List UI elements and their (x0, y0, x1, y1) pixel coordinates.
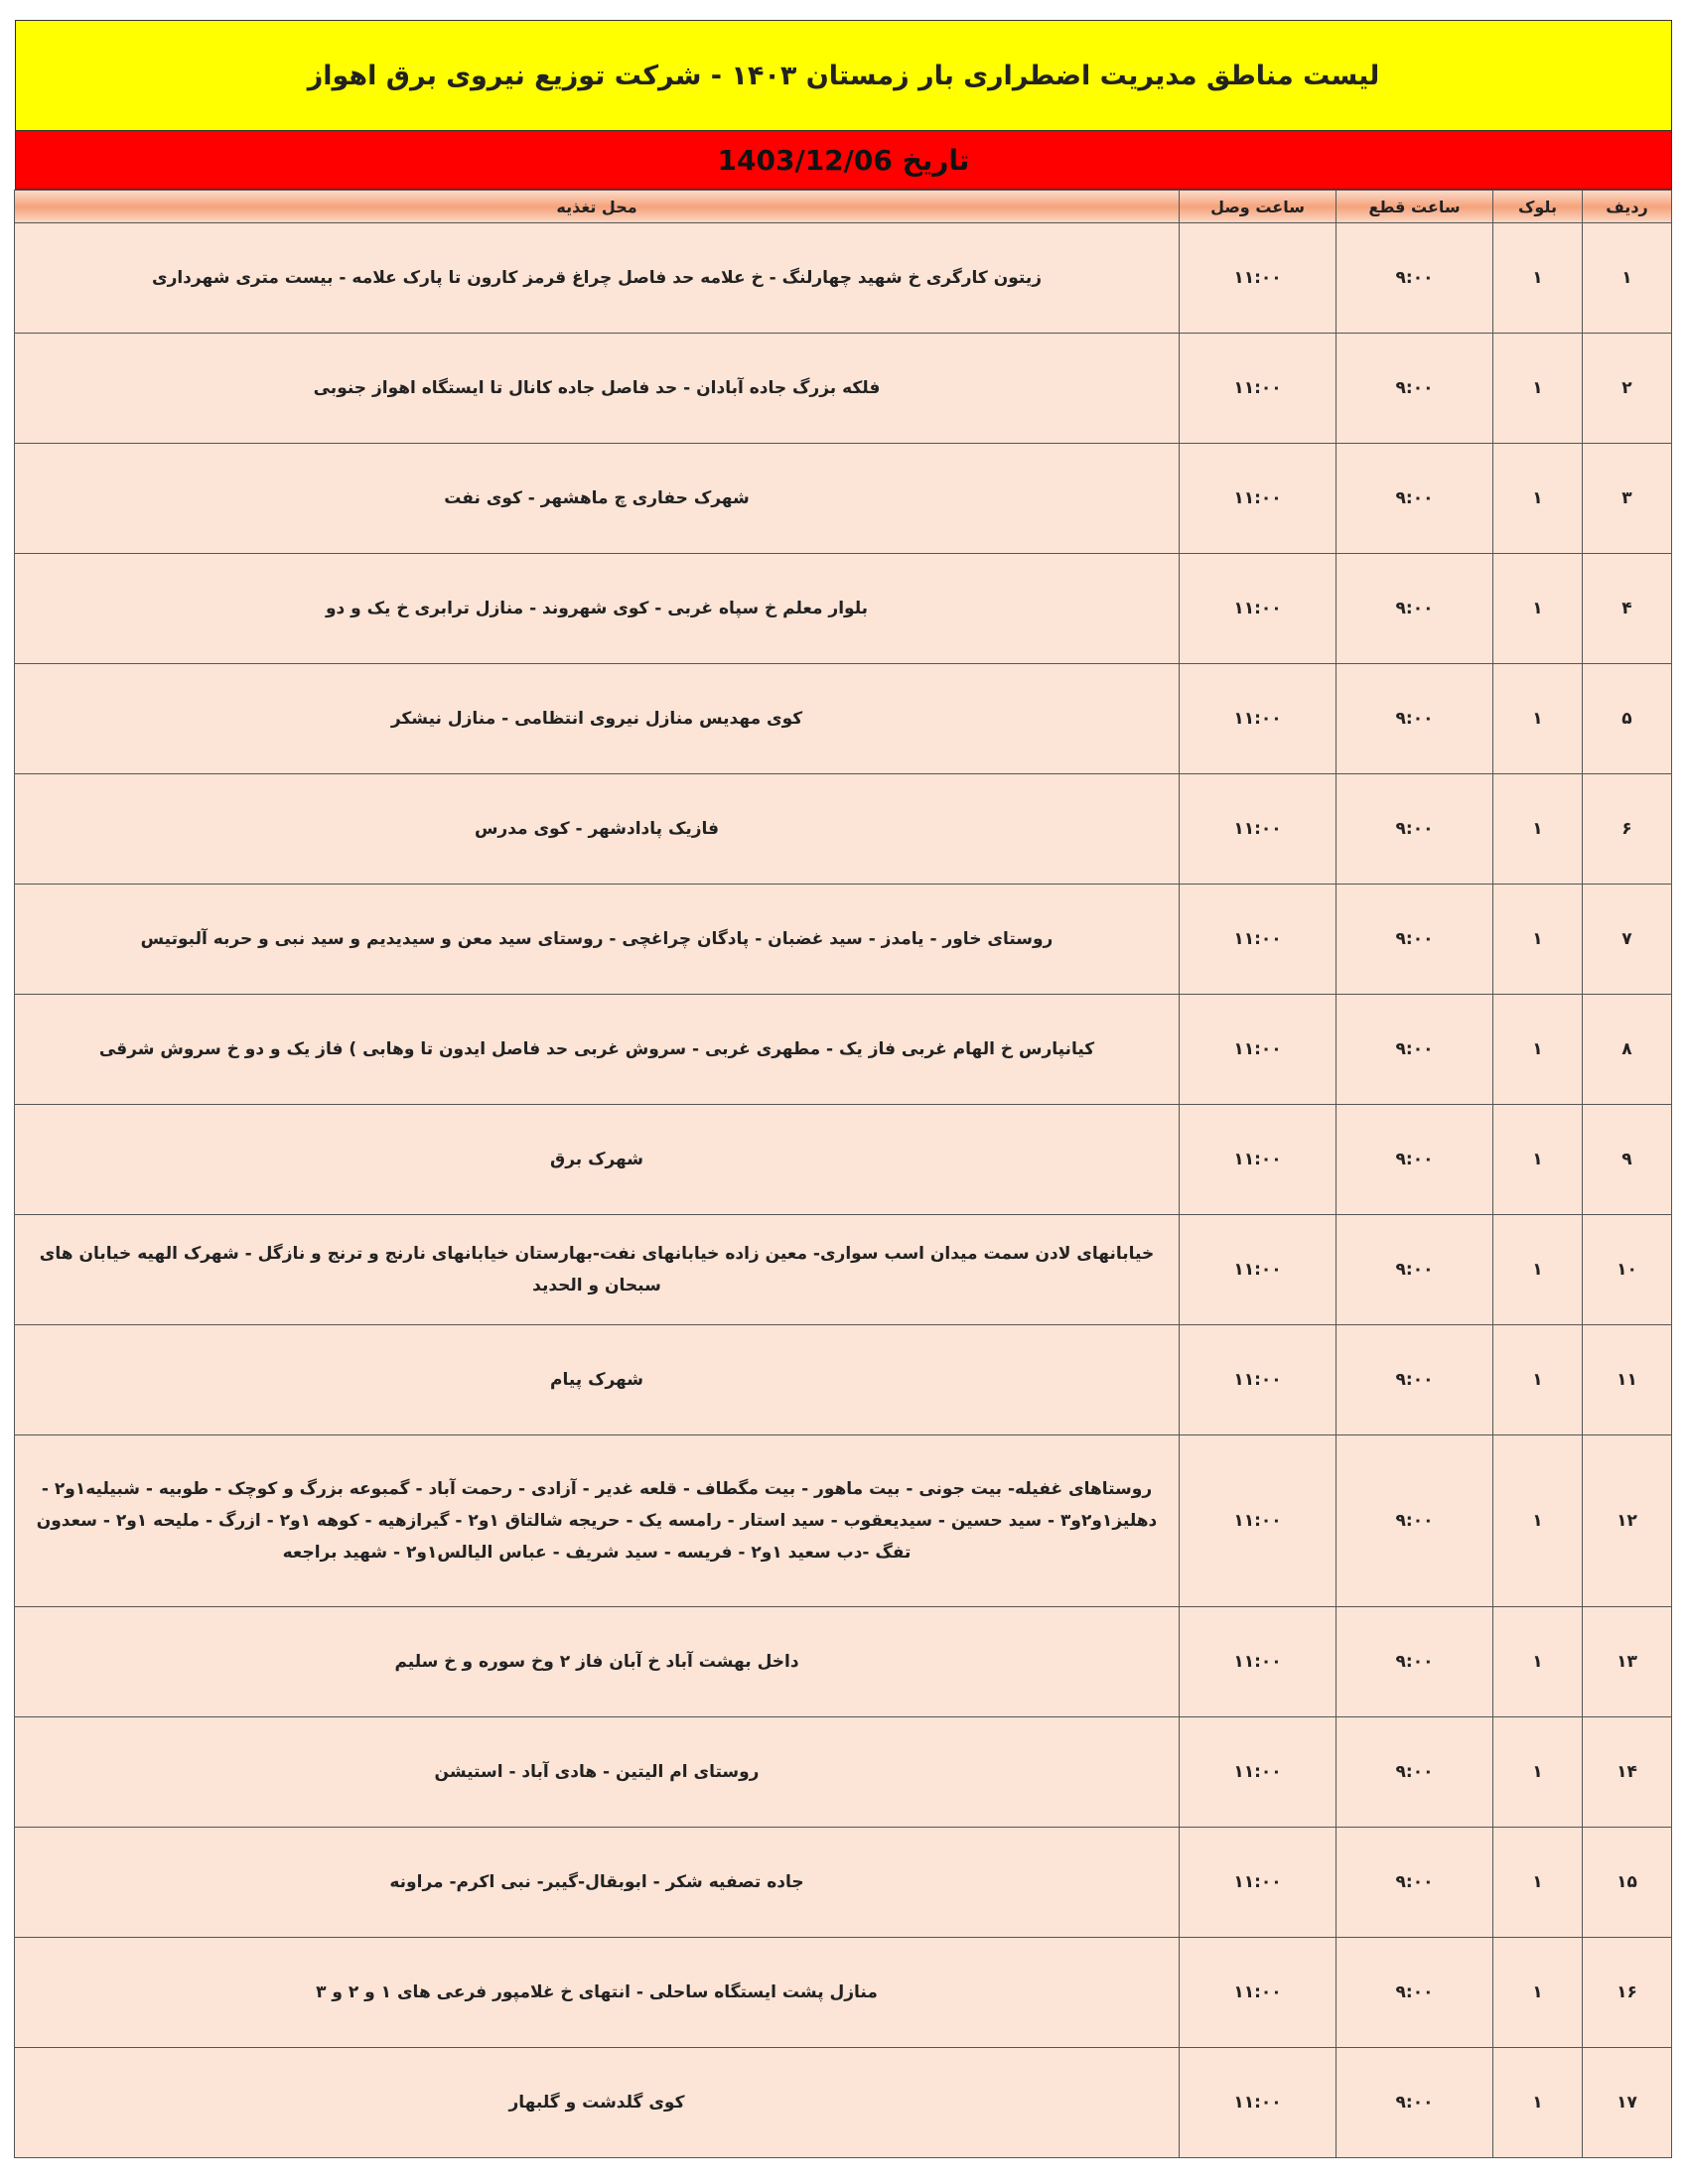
table-row (15, 444, 1672, 554)
row-number-cell: ۹ (1583, 1105, 1672, 1215)
cut-time-cell: ۹:۰۰ (1336, 1717, 1493, 1828)
connect-time-cell: ۱۱:۰۰ (1180, 885, 1336, 995)
table-row (15, 334, 1672, 444)
row-number-cell: ۱۶ (1583, 1938, 1672, 2048)
location-cell: کوی گلدشت و گلبهار (15, 2048, 1180, 2158)
header-location: محل تغذیه (15, 191, 1180, 223)
block-cell: ۱ (1493, 444, 1583, 554)
cut-time-cell: ۹:۰۰ (1336, 554, 1493, 664)
table-row (15, 1607, 1672, 1717)
connect-time-cell: ۱۱:۰۰ (1180, 1828, 1336, 1938)
location-cell: فلکه بزرگ جاده آبادان - حد فاصل جاده کانال تا ایستگاه اهواز جنوبی (15, 334, 1180, 444)
header-row-number: ردیف (1583, 191, 1672, 223)
connect-time-cell: ۱۱:۰۰ (1180, 1607, 1336, 1717)
connect-time-cell: ۱۱:۰۰ (1180, 1325, 1336, 1435)
cut-time-cell: ۹:۰۰ (1336, 664, 1493, 774)
row-number-cell: ۵ (1583, 664, 1672, 774)
table-row (15, 2048, 1672, 2158)
location-cell: بلوار معلم خ سپاه غربی - کوی شهروند - منازل ترابری خ یک و دو (15, 554, 1180, 664)
connect-time-cell: ۱۱:۰۰ (1180, 223, 1336, 334)
location-cell: کیانپارس خ الهام غربی فاز یک - مطهری غربی - سروش غربی حد فاصل ایدون تا وهابی ) فاز یک و دو خ سروش شرقی (15, 995, 1180, 1105)
row-number-cell: ۱۰ (1583, 1215, 1672, 1325)
location-cell: کوی مهدیس منازل نیروی انتظامی - منازل نیشکر (15, 664, 1180, 774)
row-number-cell: ۱۱ (1583, 1325, 1672, 1435)
table-row (15, 1325, 1672, 1435)
location-cell: داخل بهشت آباد خ آبان فاز ۲ وخ سوره و خ سلیم (15, 1607, 1180, 1717)
table-row (15, 1215, 1672, 1325)
block-cell: ۱ (1493, 334, 1583, 444)
cut-time-cell: ۹:۰۰ (1336, 1435, 1493, 1607)
connect-time-cell: ۱۱:۰۰ (1180, 1717, 1336, 1828)
cut-time-cell: ۹:۰۰ (1336, 444, 1493, 554)
cut-time-cell: ۹:۰۰ (1336, 995, 1493, 1105)
block-cell: ۱ (1493, 1325, 1583, 1435)
connect-time-cell: ۱۱:۰۰ (1180, 334, 1336, 444)
cut-time-cell: ۹:۰۰ (1336, 885, 1493, 995)
block-cell: ۱ (1493, 1435, 1583, 1607)
block-cell: ۱ (1493, 2048, 1583, 2158)
row-number-cell: ۴ (1583, 554, 1672, 664)
header-cut-time: ساعت قطع (1336, 191, 1493, 223)
row-number-cell: ۱۳ (1583, 1607, 1672, 1717)
location-cell: جاده تصفیه شکر - ابوبقال-گیبر- نبی اکرم- مراونه (15, 1828, 1180, 1938)
row-number-cell: ۱۷ (1583, 2048, 1672, 2158)
block-cell: ۱ (1493, 1938, 1583, 2048)
block-cell: ۱ (1493, 885, 1583, 995)
connect-time-cell: ۱۱:۰۰ (1180, 444, 1336, 554)
row-number-cell: ۷ (1583, 885, 1672, 995)
table-row (15, 774, 1672, 885)
table-body (15, 223, 1672, 2158)
connect-time-cell: ۱۱:۰۰ (1180, 2048, 1336, 2158)
date-banner: تاریخ 1403/12/06 (15, 131, 1672, 190)
table-header-row (15, 191, 1672, 223)
location-cell: شهرک برق (15, 1105, 1180, 1215)
cut-time-cell: ۹:۰۰ (1336, 1607, 1493, 1717)
table-row (15, 223, 1672, 334)
table-row (15, 995, 1672, 1105)
table-row (15, 885, 1672, 995)
location-cell: زیتون کارگری خ شهید چهارلنگ - خ علامه حد فاصل چراغ قرمز کارون تا پارک علامه - بیست متری شهرداری (15, 223, 1180, 334)
location-cell: شهرک حفاری چ ماهشهر - کوی نفت (15, 444, 1180, 554)
row-number-cell: ۲ (1583, 334, 1672, 444)
connect-time-cell: ۱۱:۰۰ (1180, 774, 1336, 885)
location-cell: روستاهای غفیله- بیت جونی - بیت ماهور - بیت مگطاف - قلعه غدیر - آزادی - رحمت آباد - گمبوعه بزرگ و کوچک - طوبیه - شبیلیه۱و۲ - دهلیز۱و۲و۳ - سید حسین - سیدیعقوب - سید استار - رامسه یک - حریجه شالتاق ۱و۲ - گیرازهیه - کوهه ۱و۲ - ازرگ - ملیحه ۱و۲ - سعدون تفگ -دب سعید ۱و۲ - فریسه - سید شریف - عباس الیالس۱و۲ - شهید براجعه (15, 1435, 1180, 1607)
connect-time-cell: ۱۱:۰۰ (1180, 1215, 1336, 1325)
row-number-cell: ۱۴ (1583, 1717, 1672, 1828)
row-number-cell: ۶ (1583, 774, 1672, 885)
block-cell: ۱ (1493, 995, 1583, 1105)
block-cell: ۱ (1493, 774, 1583, 885)
row-number-cell: ۱۲ (1583, 1435, 1672, 1607)
connect-time-cell: ۱۱:۰۰ (1180, 1105, 1336, 1215)
block-cell: ۱ (1493, 1828, 1583, 1938)
location-cell: روستای خاور - یامدز - سید غضبان - پادگان چراغچی - روستای سید معن و سیدیدیم و سید نبی و حربه آلبوتیس (15, 885, 1180, 995)
table-row (15, 1435, 1672, 1607)
cut-time-cell: ۹:۰۰ (1336, 334, 1493, 444)
connect-time-cell: ۱۱:۰۰ (1180, 554, 1336, 664)
cut-time-cell: ۹:۰۰ (1336, 1828, 1493, 1938)
location-cell: خیابانهای لادن سمت میدان اسب سواری- معین زاده خیابانهای نفت-بهارستان خیابانهای نارنج و ترنج و نازگل - شهرک الهیه خیابان های سبحان و الحدید (15, 1215, 1180, 1325)
cut-time-cell: ۹:۰۰ (1336, 2048, 1493, 2158)
location-cell: شهرک پیام (15, 1325, 1180, 1435)
row-number-cell: ۸ (1583, 995, 1672, 1105)
table-row (15, 1938, 1672, 2048)
header-block: بلوک (1493, 191, 1583, 223)
header-connect-time: ساعت وصل (1180, 191, 1336, 223)
outage-table (14, 190, 1672, 2158)
table-row (15, 664, 1672, 774)
block-cell: ۱ (1493, 664, 1583, 774)
block-cell: ۱ (1493, 223, 1583, 334)
page-title: لیست مناطق مدیریت اضطراری بار زمستان ۱۴۰۳ - شرکت توزیع نیروی برق اهواز (15, 20, 1672, 131)
block-cell: ۱ (1493, 1215, 1583, 1325)
block-cell: ۱ (1493, 1105, 1583, 1215)
block-cell: ۱ (1493, 1717, 1583, 1828)
cut-time-cell: ۹:۰۰ (1336, 1325, 1493, 1435)
row-number-cell: ۱۵ (1583, 1828, 1672, 1938)
table-row (15, 1105, 1672, 1215)
connect-time-cell: ۱۱:۰۰ (1180, 1435, 1336, 1607)
cut-time-cell: ۹:۰۰ (1336, 1105, 1493, 1215)
row-number-cell: ۱ (1583, 223, 1672, 334)
location-cell: روستای ام الیتین - هادی آباد - استیشن (15, 1717, 1180, 1828)
connect-time-cell: ۱۱:۰۰ (1180, 995, 1336, 1105)
block-cell: ۱ (1493, 1607, 1583, 1717)
connect-time-cell: ۱۱:۰۰ (1180, 1938, 1336, 2048)
location-cell: فازیک پادادشهر - کوی مدرس (15, 774, 1180, 885)
cut-time-cell: ۹:۰۰ (1336, 1215, 1493, 1325)
cut-time-cell: ۹:۰۰ (1336, 223, 1493, 334)
schedule-sheet (15, 20, 1672, 2158)
row-number-cell: ۳ (1583, 444, 1672, 554)
block-cell: ۱ (1493, 554, 1583, 664)
cut-time-cell: ۹:۰۰ (1336, 774, 1493, 885)
table-row (15, 1828, 1672, 1938)
connect-time-cell: ۱۱:۰۰ (1180, 664, 1336, 774)
table-row (15, 554, 1672, 664)
location-cell: منازل پشت ایستگاه ساحلی - انتهای خ غلامپور فرعی های ۱ و ۲ و ۳ (15, 1938, 1180, 2048)
cut-time-cell: ۹:۰۰ (1336, 1938, 1493, 2048)
table-row (15, 1717, 1672, 1828)
